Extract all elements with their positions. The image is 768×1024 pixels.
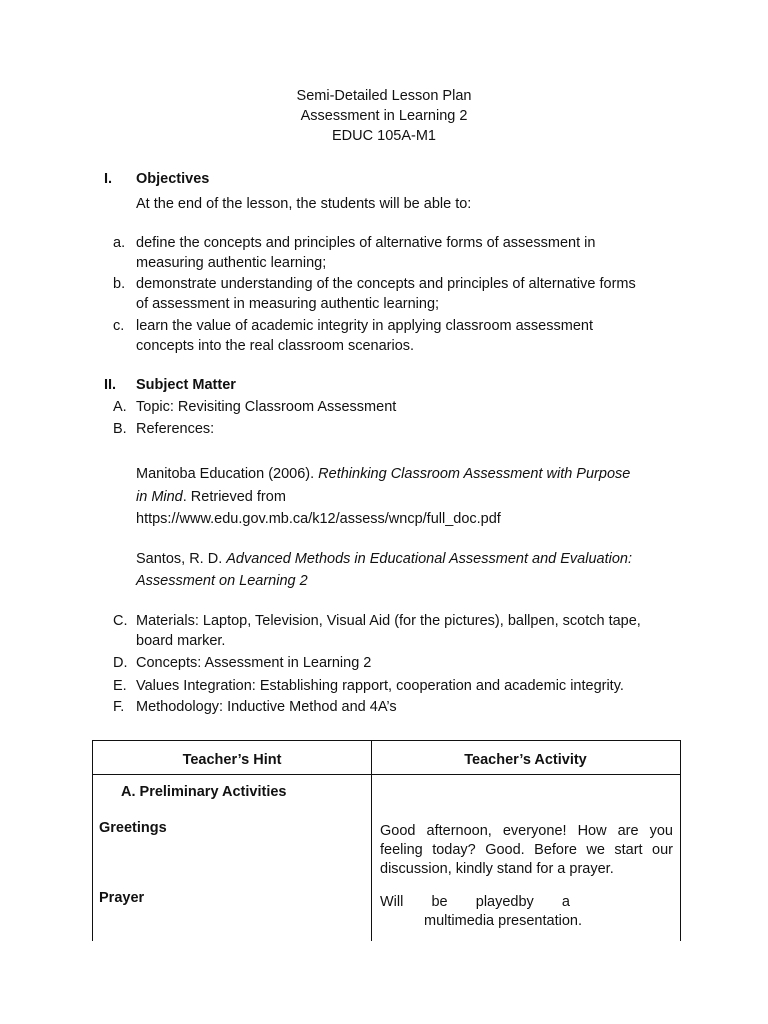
- list-marker: A.: [113, 399, 127, 415]
- list-marker: C.: [113, 613, 128, 629]
- prayer-activity-line2: multimedia presentation.: [424, 913, 582, 929]
- prayer-label: Prayer: [99, 890, 145, 906]
- greetings-activity: Good afternoon, everyone! How are you feeling today? Good. Before we start our discussion, kindly stand for a prayer.: [380, 823, 673, 877]
- objective-text: of assessment in measuring authentic learning;: [136, 296, 440, 312]
- reference-1-title: Rethinking Classroom Assessment with Purpose: [318, 466, 631, 482]
- course-code: EDUC 105A-M1: [332, 128, 436, 144]
- section-heading-subject-matter: Subject Matter: [136, 377, 236, 393]
- reference-1-url: https://www.edu.gov.mb.ca/k12/assess/wncp/full_doc.pdf: [136, 511, 501, 527]
- reference-1: [136, 464, 630, 484]
- course-title: Assessment in Learning 2: [300, 108, 468, 124]
- list-marker: B.: [113, 421, 127, 437]
- reference-1-author: Manitoba Education (2006).: [136, 466, 319, 482]
- reference-2-author: Santos, R. D.: [136, 551, 227, 567]
- greetings-label: Greetings: [99, 820, 167, 836]
- list-marker: F.: [113, 699, 125, 715]
- objective-text: demonstrate understanding of the concepts and principles of alternative forms: [136, 276, 636, 292]
- objective-text: measuring authentic learning;: [136, 255, 327, 271]
- objectives-intro: At the end of the lesson, the students will be able to:: [136, 196, 472, 212]
- column-header-teachers-activity: Teacher’s Activity: [464, 752, 587, 768]
- materials-text: Materials: Laptop, Television, Visual Aid (for the pictures), ballpen, scotch tape,: [136, 613, 641, 629]
- reference-2-title: Advanced Methods in Educational Assessment and Evaluation:: [226, 551, 632, 567]
- methodology-text: Methodology: Inductive Method and 4A’s: [136, 699, 397, 715]
- lesson-table: [92, 740, 681, 941]
- references-label: References:: [136, 421, 215, 437]
- document-title: Semi-Detailed Lesson Plan: [296, 88, 472, 104]
- section-preliminary-activities: A. Preliminary Activities: [121, 784, 287, 800]
- reference-2-title-cont: Assessment on Learning 2: [136, 573, 308, 589]
- column-header-teachers-hint: Teacher’s Hint: [182, 752, 282, 768]
- list-marker: D.: [113, 655, 128, 671]
- reference-1-retrieved: . Retrieved from: [182, 489, 286, 505]
- section-heading-objectives: Objectives: [136, 171, 210, 187]
- section-numeral-subject-matter: II.: [104, 377, 117, 393]
- objective-text: learn the value of academic integrity in applying classroom assessment: [136, 318, 593, 334]
- list-marker: E.: [113, 678, 127, 694]
- objective-marker: c.: [113, 318, 125, 334]
- objective-marker: a.: [113, 235, 126, 251]
- values-text: Values Integration: Establishing rapport, cooperation and academic integrity.: [136, 678, 624, 694]
- header-row-divider: [93, 774, 680, 775]
- objective-text: define the concepts and principles of alternative forms of assessment in: [136, 235, 596, 251]
- prayer-activity-line1: Will be playedby a: [380, 894, 570, 910]
- objective-text: concepts into the real classroom scenarios.: [136, 338, 415, 354]
- column-divider: [371, 741, 372, 941]
- materials-text: board marker.: [136, 633, 226, 649]
- concepts-text: Concepts: Assessment in Learning 2: [136, 655, 372, 671]
- topic-text: Topic: Revisiting Classroom Assessment: [136, 399, 397, 415]
- reference-2: [136, 549, 632, 569]
- objective-marker: b.: [113, 276, 126, 292]
- reference-1-title-cont: in Mind: [136, 489, 183, 505]
- reference-1-cont: [136, 487, 286, 507]
- reference-2-cont: [136, 571, 308, 591]
- section-numeral-objectives: I.: [104, 171, 113, 187]
